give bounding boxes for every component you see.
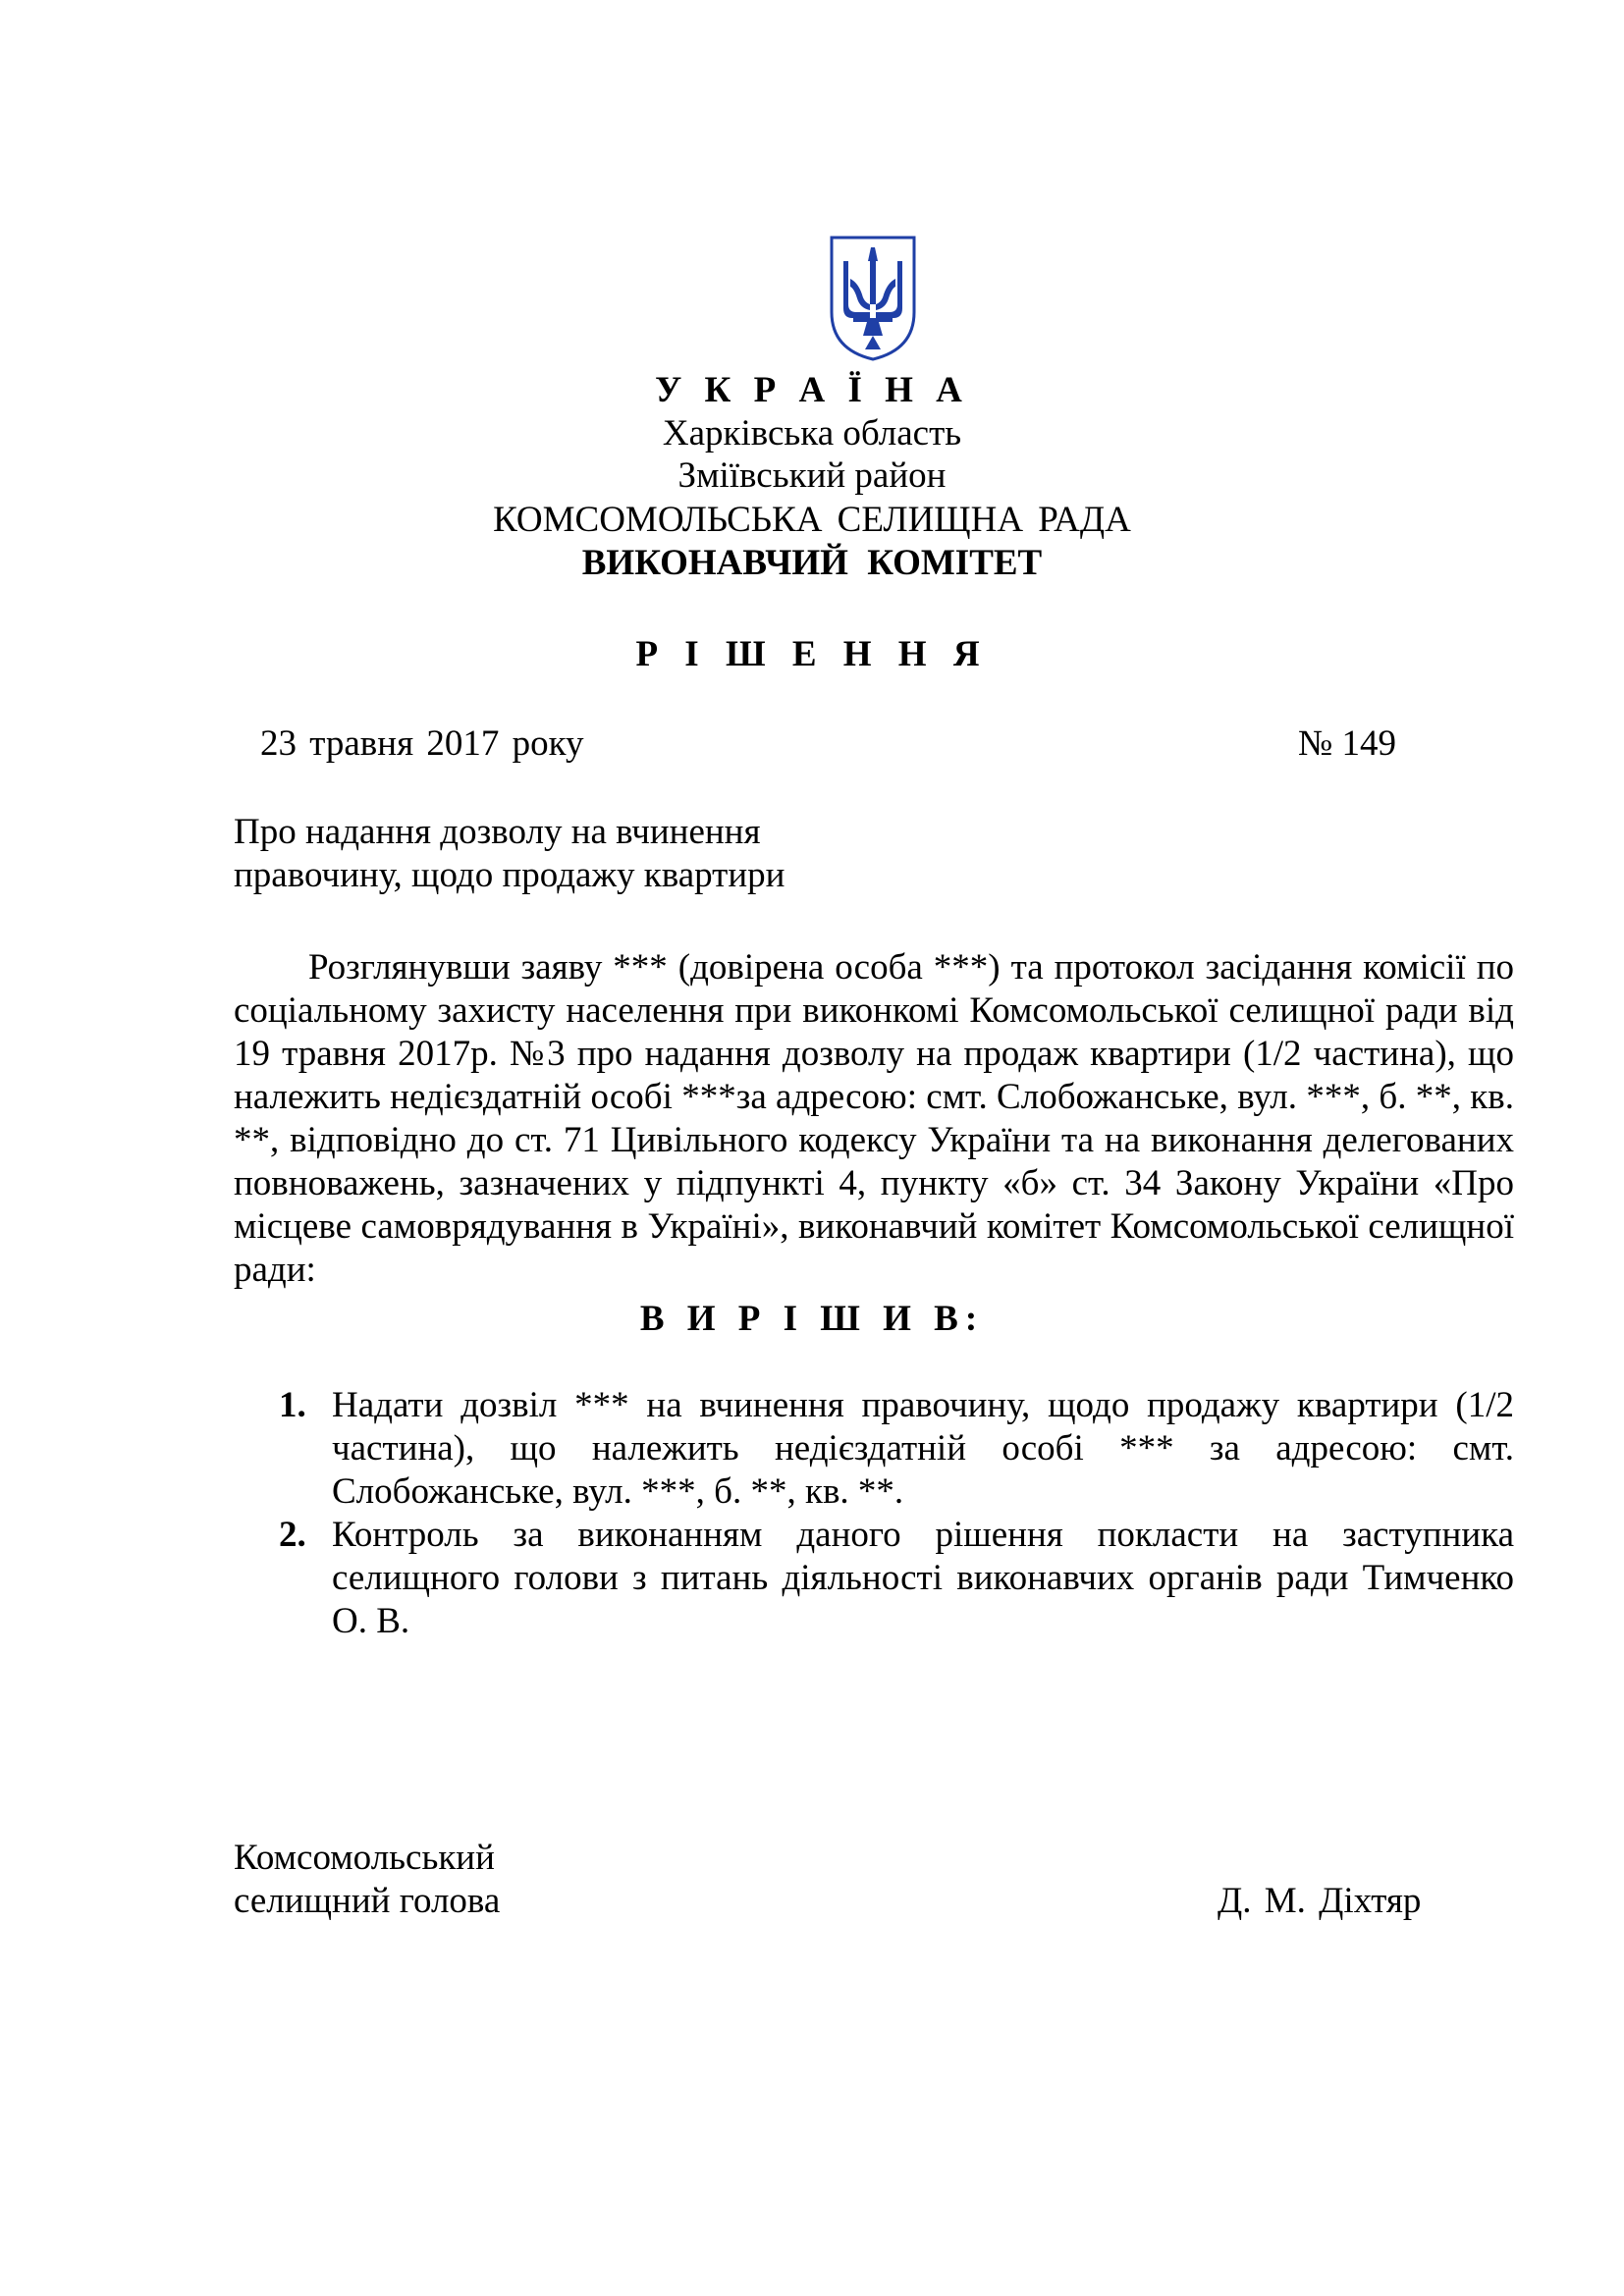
document-number: № 149 <box>1298 723 1397 764</box>
signatory-name: Д. М. Діхтяр <box>1218 1881 1422 1921</box>
signatory-title <box>234 1837 500 1923</box>
committee-name: ВИКОНАВЧИЙ КОМІТЕТ <box>581 543 1043 583</box>
decision-item <box>234 1514 1514 1643</box>
council-name: КОМСОМОЛЬСЬКА СЕЛИЩНА РАДА <box>493 500 1131 540</box>
preamble-paragraph: Розглянувши заяву *** (довірена особа ***) та протокол засідання комісії по соціальному захисту населення при виконкомі Комсомольської селищної ради від 19 травня 2017р. №3 про надання дозволу на продаж квартири (1/2 частина), що належить недієздатній особі ***за адресою: смт. Слобожанське, вул. ***, б. **, кв. **, відповідно до ст. 71 Цивільного кодексу України та на виконання делегованих повноважень, зазначених у підпункті 4, пункту «б» ст. 34 Закону України «Про місцеве самоврядування в Україні», виконавчий комітет Комсомольської селищної ради: <box>234 947 1514 1290</box>
region-name: Харківська область <box>662 413 962 454</box>
decision-item-number: 1. <box>279 1385 306 1425</box>
document-subject <box>234 811 785 897</box>
signatory-title-line-2: селищний голова <box>234 1881 501 1921</box>
document-date: 23 травня 2017 року <box>260 723 584 764</box>
decision-item-text: Надати дозвіл *** на вчинення правочину, щодо продажу квартири (1/2 частина), що належить недієздатній особі *** за адресою: смт. Слобожанське, вул. ***, б. **, кв. **. <box>332 1385 1514 1512</box>
subject-line-2: правочину, щодо продажу квартири <box>234 855 785 895</box>
decision-item-text: Контроль за виконанням даного рішення покласти на заступника селищного голови з питань діяльності виконавчих органів ради Тимченко О. В. <box>332 1515 1514 1641</box>
decided-heading: В И Р І Ш И В: <box>639 1299 985 1339</box>
decision-items <box>234 1384 1514 1643</box>
signatory-title-line-1: Комсомольський <box>234 1838 495 1878</box>
trident-coat-of-arms-icon <box>828 234 918 363</box>
decision-item-number: 2. <box>279 1515 306 1555</box>
subject-line-1: Про надання дозволу на вчинення <box>234 812 761 852</box>
decision-item <box>234 1384 1514 1514</box>
district-name: Зміївський район <box>677 455 947 496</box>
country-name: У К Р А Ї Н А <box>655 370 969 410</box>
document-type: Р І Ш Е Н Н Я <box>635 634 989 674</box>
